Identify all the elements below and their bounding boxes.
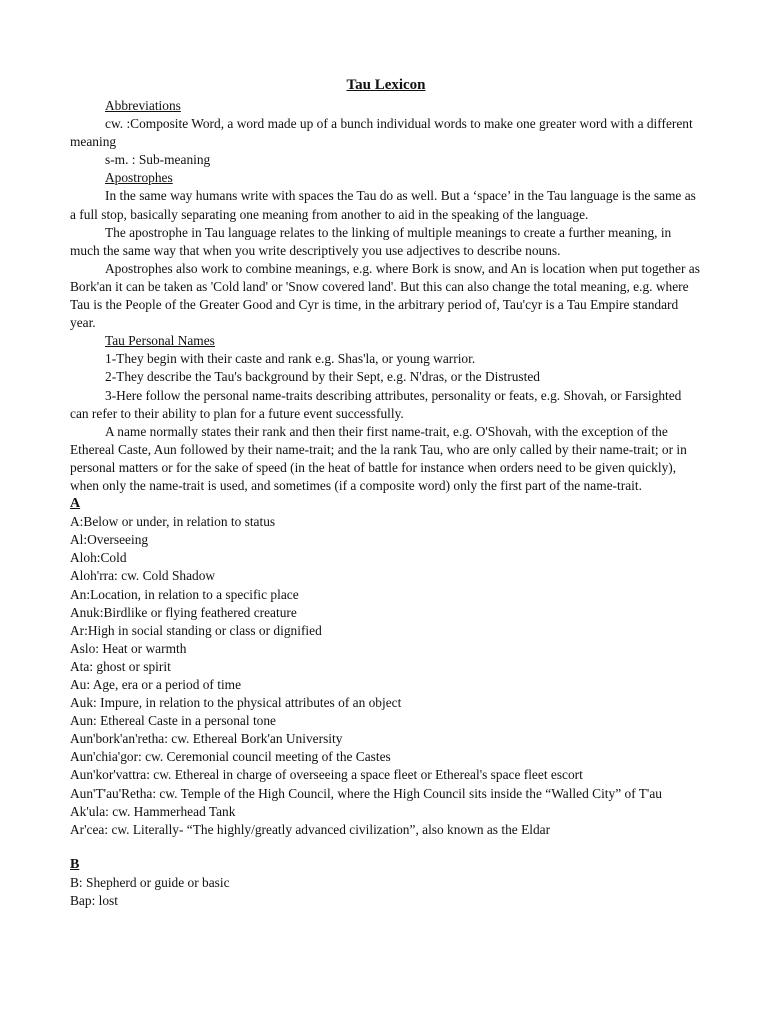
intro-paragraph: In the same way humans write with spaces the Tau do as well. But a ‘space’ in the Tau language is the same as a full stop, basically separating one meaning from another to aid in the speaking of the language. bbox=[70, 188, 696, 222]
lexicon-entry: Ar'cea: cw. Literally- “The highly/greatly advanced civilization”, also known as the Eldar bbox=[70, 821, 551, 837]
lexicon-entry: Ata: ghost or spirit bbox=[70, 658, 171, 674]
lexicon-entry: Aun'chia'gor: cw. Ceremonial council meeting of the Castes bbox=[70, 749, 391, 765]
section-heading: Tau Personal Names bbox=[105, 333, 215, 349]
lexicon-entry: Aun'kor'vattra: cw. Ethereal in charge of overseeing a space fleet or Ethereal's space fleet escort bbox=[70, 767, 583, 783]
intro-paragraph: 3-Here follow the personal name-traits describing attributes, personality or feats, e.g. Shovah, or Farsighted can refer to their ability to plan for a future event successfully. bbox=[70, 387, 682, 421]
intro-paragraph: The apostrophe in Tau language relates to the linking of multiple meanings to create a further meaning, in much the same way that when you write descriptively you use adjectives to describe nouns. bbox=[70, 224, 672, 258]
section-heading: Abbreviations bbox=[105, 98, 181, 113]
lexicon-entry: An:Location, in relation to a specific place bbox=[70, 586, 299, 602]
lexicon-entry: Bap: lost bbox=[70, 893, 118, 909]
intro-paragraph: 2-They describe the Tau's background by their Sept, e.g. N'dras, or the Distrusted bbox=[105, 369, 541, 385]
section-gap bbox=[70, 839, 702, 856]
lexicon-entry: Aun'bork'an'retha: cw. Ethereal Bork'an University bbox=[70, 731, 343, 747]
lexicon-entry: Au: Age, era or a period of time bbox=[70, 677, 242, 692]
section-heading: Apostrophes bbox=[105, 170, 173, 186]
lexicon-entry: A:Below or under, in relation to status bbox=[70, 514, 276, 530]
intro-paragraph: Apostrophes also work to combine meanings, e.g. where Bork is snow, and An is location when put together as Bork'an it can be taken as 'Cold land' or 'Snow covered land'. But this can also change the total meaning, e.g. where Tau is the People of the Greater Good and Cyr is time, in the arbitrary period of, Tau'cyr is a Tau Empire standard year. bbox=[70, 260, 700, 331]
lexicon-entry: Auk: Impure, in relation to the physical attributes of an object bbox=[70, 695, 402, 711]
lexicon-entry: Aslo: Heat or warmth bbox=[70, 640, 187, 656]
lexicon-entry: Ar:High in social standing or class or dignified bbox=[70, 622, 322, 638]
lexicon-entry: Aloh'rra: cw. Cold Shadow bbox=[70, 568, 216, 584]
lexicon-entry: Al:Overseeing bbox=[70, 532, 149, 548]
lexicon-entry: B: Shepherd or guide or basic bbox=[70, 874, 230, 890]
lexicon-entry: Anuk:Birdlike or flying feathered creature bbox=[70, 604, 297, 620]
intro-paragraph: s-m. : Sub-meaning bbox=[105, 152, 211, 168]
lexicon-entry: Aun'T'au'Retha: cw. Temple of the High Council, where the High Council sits inside the “Walled City” of T'au bbox=[70, 785, 662, 801]
letter-heading: B bbox=[70, 856, 80, 872]
intro-section bbox=[70, 97, 702, 495]
page-title: Tau Lexicon bbox=[346, 77, 426, 93]
lexicon-entry: Ak'ula: cw. Hammerhead Tank bbox=[70, 803, 236, 819]
lexicon-entry: Aloh:Cold bbox=[70, 550, 127, 566]
intro-paragraph: A name normally states their rank and then their first name-trait, e.g. O'Shovah, with the exception of the Ethereal Caste, Aun followed by their name-trait; and the la rank Tau, who are only called by their name-trait; or in personal matters or for the sake of speed (in the heat of battle for instance when orders need to be given quickly), when only the name-trait is used, and sometimes (if a composite word) only the first part of the name-trait. bbox=[70, 423, 687, 493]
lexicon-sections bbox=[70, 495, 702, 910]
letter-heading: A bbox=[70, 496, 81, 512]
intro-paragraph: cw. :Composite Word, a word made up of a bunch individual words to make one greater word with a different meaning bbox=[70, 116, 693, 150]
lexicon-entry: Aun: Ethereal Caste in a personal tone bbox=[70, 713, 276, 729]
intro-paragraph: 1-They begin with their caste and rank e.g. Shas'la, or young warrior. bbox=[105, 351, 476, 367]
document-page bbox=[70, 75, 702, 910]
